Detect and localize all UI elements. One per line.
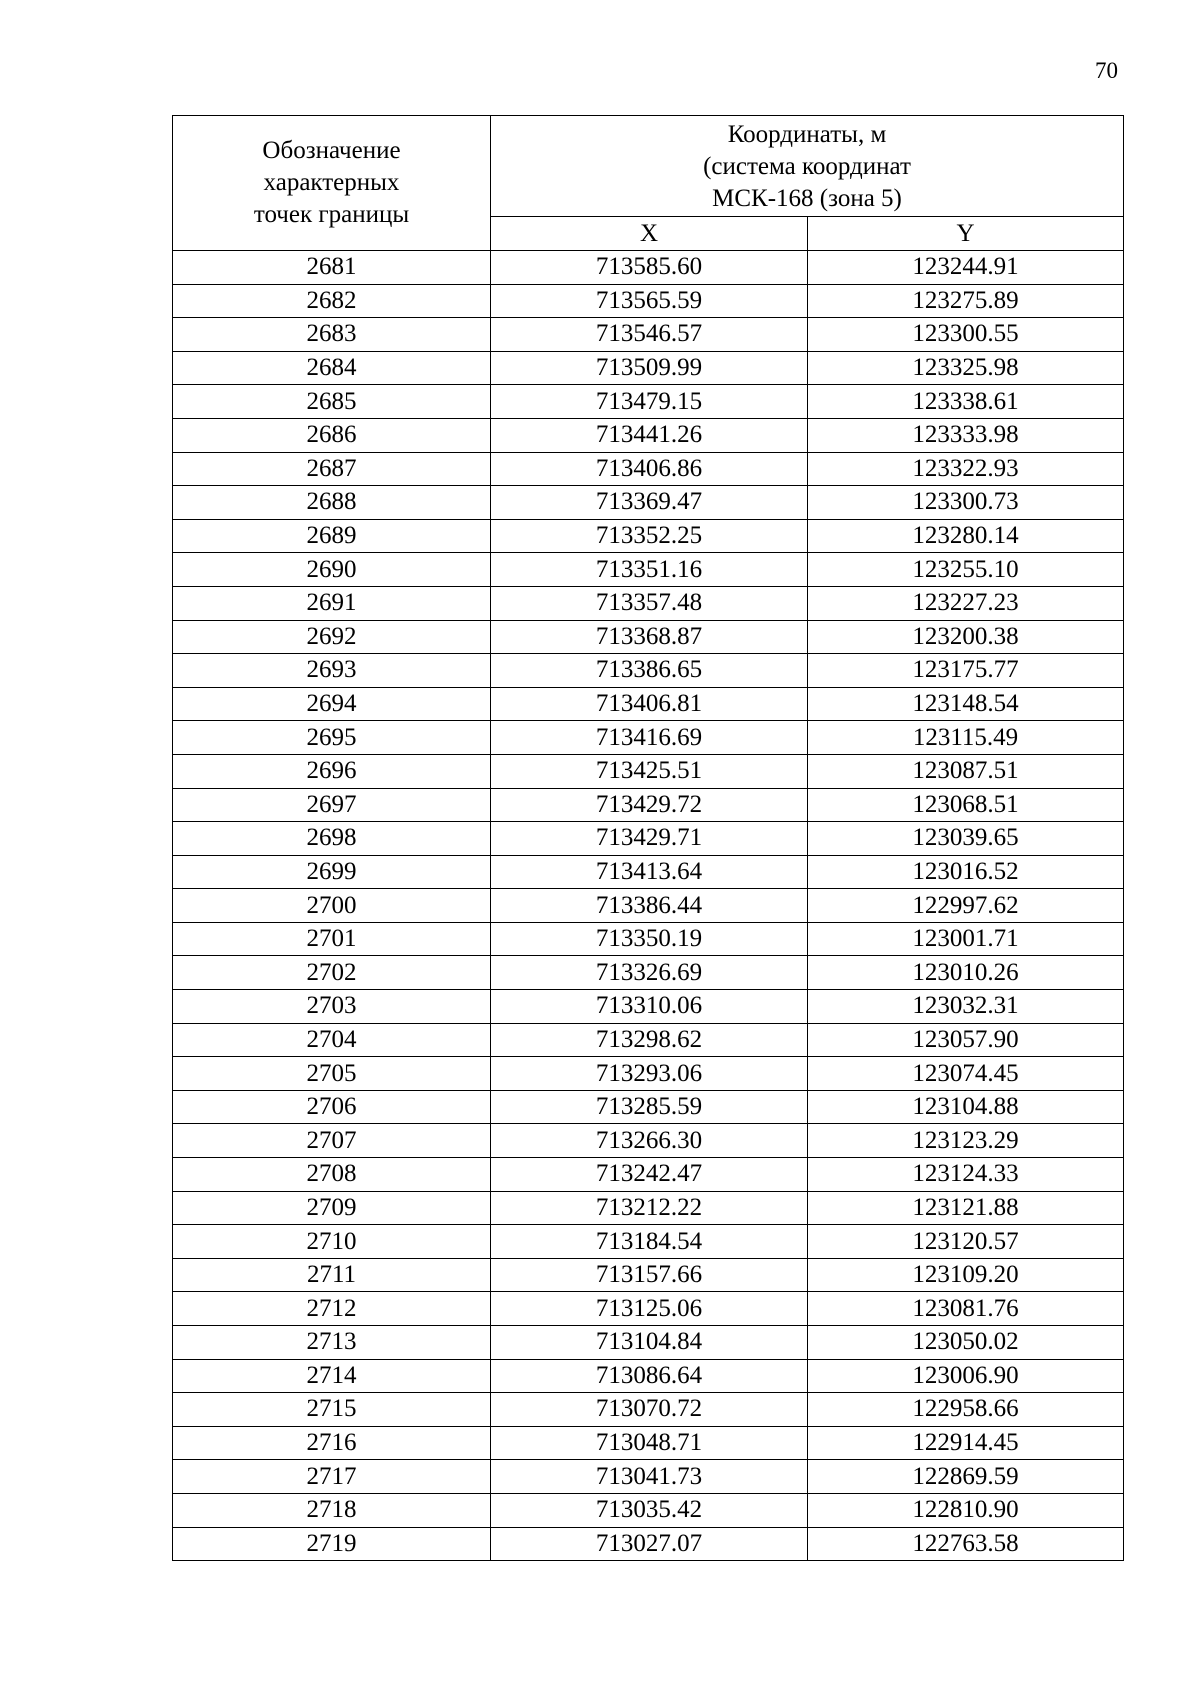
point-cell: 2711 — [173, 1258, 491, 1292]
x-cell: 713242.47 — [491, 1158, 808, 1192]
point-label-header-line: Обозначение — [262, 137, 401, 164]
point-cell: 2695 — [173, 721, 491, 755]
x-cell: 713048.71 — [491, 1426, 808, 1460]
x-cell: 713212.22 — [491, 1191, 808, 1225]
table-row — [173, 822, 1124, 856]
table-row — [173, 922, 1124, 956]
point-label-header — [173, 116, 491, 251]
coordinates-header-line: (система координат — [703, 153, 911, 180]
table-row — [173, 1359, 1124, 1393]
table-row — [173, 1326, 1124, 1360]
point-cell: 2697 — [173, 788, 491, 822]
point-cell: 2684 — [173, 351, 491, 385]
y-cell: 122763.58 — [808, 1527, 1124, 1561]
y-cell: 123322.93 — [808, 452, 1124, 486]
y-cell: 123244.91 — [808, 251, 1124, 285]
table-row — [173, 754, 1124, 788]
table-row — [173, 687, 1124, 721]
x-cell: 713293.06 — [491, 1057, 808, 1091]
point-cell: 2716 — [173, 1426, 491, 1460]
table-row — [173, 318, 1124, 352]
coordinates-header — [491, 116, 1124, 217]
x-cell: 713041.73 — [491, 1460, 808, 1494]
y-cell: 123032.31 — [808, 990, 1124, 1024]
x-cell: 713086.64 — [491, 1359, 808, 1393]
point-cell: 2689 — [173, 519, 491, 553]
y-cell: 123087.51 — [808, 754, 1124, 788]
point-cell: 2708 — [173, 1158, 491, 1192]
y-cell: 123338.61 — [808, 385, 1124, 419]
point-cell: 2690 — [173, 553, 491, 587]
table-row — [173, 1527, 1124, 1561]
x-cell: 713425.51 — [491, 754, 808, 788]
x-cell: 713406.86 — [491, 452, 808, 486]
y-cell: 123275.89 — [808, 284, 1124, 318]
point-cell: 2715 — [173, 1393, 491, 1427]
table-row — [173, 385, 1124, 419]
point-cell: 2693 — [173, 654, 491, 688]
table-body — [173, 251, 1124, 1561]
y-cell: 122810.90 — [808, 1493, 1124, 1527]
x-cell: 713184.54 — [491, 1225, 808, 1259]
y-cell: 123016.52 — [808, 855, 1124, 889]
point-cell: 2694 — [173, 687, 491, 721]
table-row — [173, 1023, 1124, 1057]
point-cell: 2682 — [173, 284, 491, 318]
y-cell: 123200.38 — [808, 620, 1124, 654]
point-cell: 2683 — [173, 318, 491, 352]
x-cell: 713546.57 — [491, 318, 808, 352]
table-row — [173, 889, 1124, 923]
x-cell: 713125.06 — [491, 1292, 808, 1326]
x-cell: 713027.07 — [491, 1527, 808, 1561]
x-cell: 713351.16 — [491, 553, 808, 587]
y-column-header: Y — [808, 217, 1124, 251]
x-cell: 713368.87 — [491, 620, 808, 654]
point-cell: 2681 — [173, 251, 491, 285]
y-cell: 123006.90 — [808, 1359, 1124, 1393]
point-cell: 2713 — [173, 1326, 491, 1360]
x-cell: 713326.69 — [491, 956, 808, 990]
table-row — [173, 956, 1124, 990]
x-cell: 713352.25 — [491, 519, 808, 553]
table-row — [173, 654, 1124, 688]
x-cell: 713565.59 — [491, 284, 808, 318]
point-cell: 2700 — [173, 889, 491, 923]
coordinates-table — [172, 115, 1124, 1561]
point-cell: 2714 — [173, 1359, 491, 1393]
y-cell: 122914.45 — [808, 1426, 1124, 1460]
y-cell: 123280.14 — [808, 519, 1124, 553]
table-row — [173, 1292, 1124, 1326]
point-label-header-line: точек границы — [253, 201, 410, 228]
y-cell: 123104.88 — [808, 1090, 1124, 1124]
table-row — [173, 553, 1124, 587]
table-row — [173, 1158, 1124, 1192]
point-cell: 2699 — [173, 855, 491, 889]
x-cell: 713350.19 — [491, 922, 808, 956]
y-cell: 123123.29 — [808, 1124, 1124, 1158]
point-cell: 2686 — [173, 418, 491, 452]
y-cell: 123175.77 — [808, 654, 1124, 688]
x-cell: 713479.15 — [491, 385, 808, 419]
y-cell: 123074.45 — [808, 1057, 1124, 1091]
point-cell: 2696 — [173, 754, 491, 788]
table-row — [173, 620, 1124, 654]
table-row — [173, 990, 1124, 1024]
y-cell: 123120.57 — [808, 1225, 1124, 1259]
x-cell: 713357.48 — [491, 586, 808, 620]
point-cell: 2704 — [173, 1023, 491, 1057]
x-cell: 713310.06 — [491, 990, 808, 1024]
y-cell: 123300.55 — [808, 318, 1124, 352]
table-row — [173, 1057, 1124, 1091]
point-cell: 2701 — [173, 922, 491, 956]
y-cell: 123109.20 — [808, 1258, 1124, 1292]
point-cell: 2691 — [173, 586, 491, 620]
table-row — [173, 1124, 1124, 1158]
x-cell: 713104.84 — [491, 1326, 808, 1360]
x-cell: 713157.66 — [491, 1258, 808, 1292]
y-cell: 123068.51 — [808, 788, 1124, 822]
table-row — [173, 721, 1124, 755]
y-cell: 123255.10 — [808, 553, 1124, 587]
y-cell: 123148.54 — [808, 687, 1124, 721]
table-row — [173, 855, 1124, 889]
x-cell: 713266.30 — [491, 1124, 808, 1158]
table-row — [173, 284, 1124, 318]
point-cell: 2706 — [173, 1090, 491, 1124]
table-row — [173, 788, 1124, 822]
coordinates-header-line: Координаты, м — [727, 121, 887, 148]
point-cell: 2717 — [173, 1460, 491, 1494]
x-cell: 713386.65 — [491, 654, 808, 688]
y-cell: 123050.02 — [808, 1326, 1124, 1360]
x-cell: 713285.59 — [491, 1090, 808, 1124]
point-cell: 2709 — [173, 1191, 491, 1225]
table-header — [173, 116, 1124, 251]
table-row — [173, 452, 1124, 486]
y-cell: 123227.23 — [808, 586, 1124, 620]
table-row — [173, 1090, 1124, 1124]
x-cell: 713386.44 — [491, 889, 808, 923]
x-cell: 713509.99 — [491, 351, 808, 385]
table-row — [173, 486, 1124, 520]
x-cell: 713369.47 — [491, 486, 808, 520]
x-cell: 713035.42 — [491, 1493, 808, 1527]
x-cell: 713441.26 — [491, 418, 808, 452]
table-row — [173, 418, 1124, 452]
page-number: 70 — [1095, 58, 1118, 83]
x-cell: 713070.72 — [491, 1393, 808, 1427]
point-cell: 2698 — [173, 822, 491, 856]
table-row — [173, 1258, 1124, 1292]
y-cell: 123081.76 — [808, 1292, 1124, 1326]
table-row — [173, 251, 1124, 285]
table-row — [173, 586, 1124, 620]
table-row — [173, 1460, 1124, 1494]
table-row — [173, 519, 1124, 553]
y-cell: 122997.62 — [808, 889, 1124, 923]
x-column-header: X — [491, 217, 808, 251]
y-cell: 122869.59 — [808, 1460, 1124, 1494]
y-cell: 123010.26 — [808, 956, 1124, 990]
y-cell: 123057.90 — [808, 1023, 1124, 1057]
coordinates-header-line: МСК-168 (зона 5) — [712, 185, 902, 212]
y-cell: 123001.71 — [808, 922, 1124, 956]
point-cell: 2692 — [173, 620, 491, 654]
x-cell: 713416.69 — [491, 721, 808, 755]
point-cell: 2705 — [173, 1057, 491, 1091]
point-cell: 2719 — [173, 1527, 491, 1561]
x-cell: 713585.60 — [491, 251, 808, 285]
y-cell: 123124.33 — [808, 1158, 1124, 1192]
table-row — [173, 1393, 1124, 1427]
y-cell: 123039.65 — [808, 822, 1124, 856]
y-cell: 123121.88 — [808, 1191, 1124, 1225]
table-row — [173, 1191, 1124, 1225]
x-cell: 713429.72 — [491, 788, 808, 822]
point-cell: 2703 — [173, 990, 491, 1024]
x-cell: 713413.64 — [491, 855, 808, 889]
point-cell: 2712 — [173, 1292, 491, 1326]
table-row — [173, 1493, 1124, 1527]
point-cell: 2707 — [173, 1124, 491, 1158]
point-cell: 2687 — [173, 452, 491, 486]
y-cell: 123325.98 — [808, 351, 1124, 385]
point-cell: 2702 — [173, 956, 491, 990]
y-cell: 123115.49 — [808, 721, 1124, 755]
point-cell: 2685 — [173, 385, 491, 419]
y-cell: 122958.66 — [808, 1393, 1124, 1427]
x-cell: 713298.62 — [491, 1023, 808, 1057]
x-cell: 713429.71 — [491, 822, 808, 856]
point-cell: 2718 — [173, 1493, 491, 1527]
x-cell: 713406.81 — [491, 687, 808, 721]
y-cell: 123300.73 — [808, 486, 1124, 520]
point-label-header-line: характерных — [263, 169, 400, 196]
point-cell: 2710 — [173, 1225, 491, 1259]
table-row — [173, 1225, 1124, 1259]
table-row — [173, 351, 1124, 385]
table-row — [173, 1426, 1124, 1460]
point-cell: 2688 — [173, 486, 491, 520]
y-cell: 123333.98 — [808, 418, 1124, 452]
